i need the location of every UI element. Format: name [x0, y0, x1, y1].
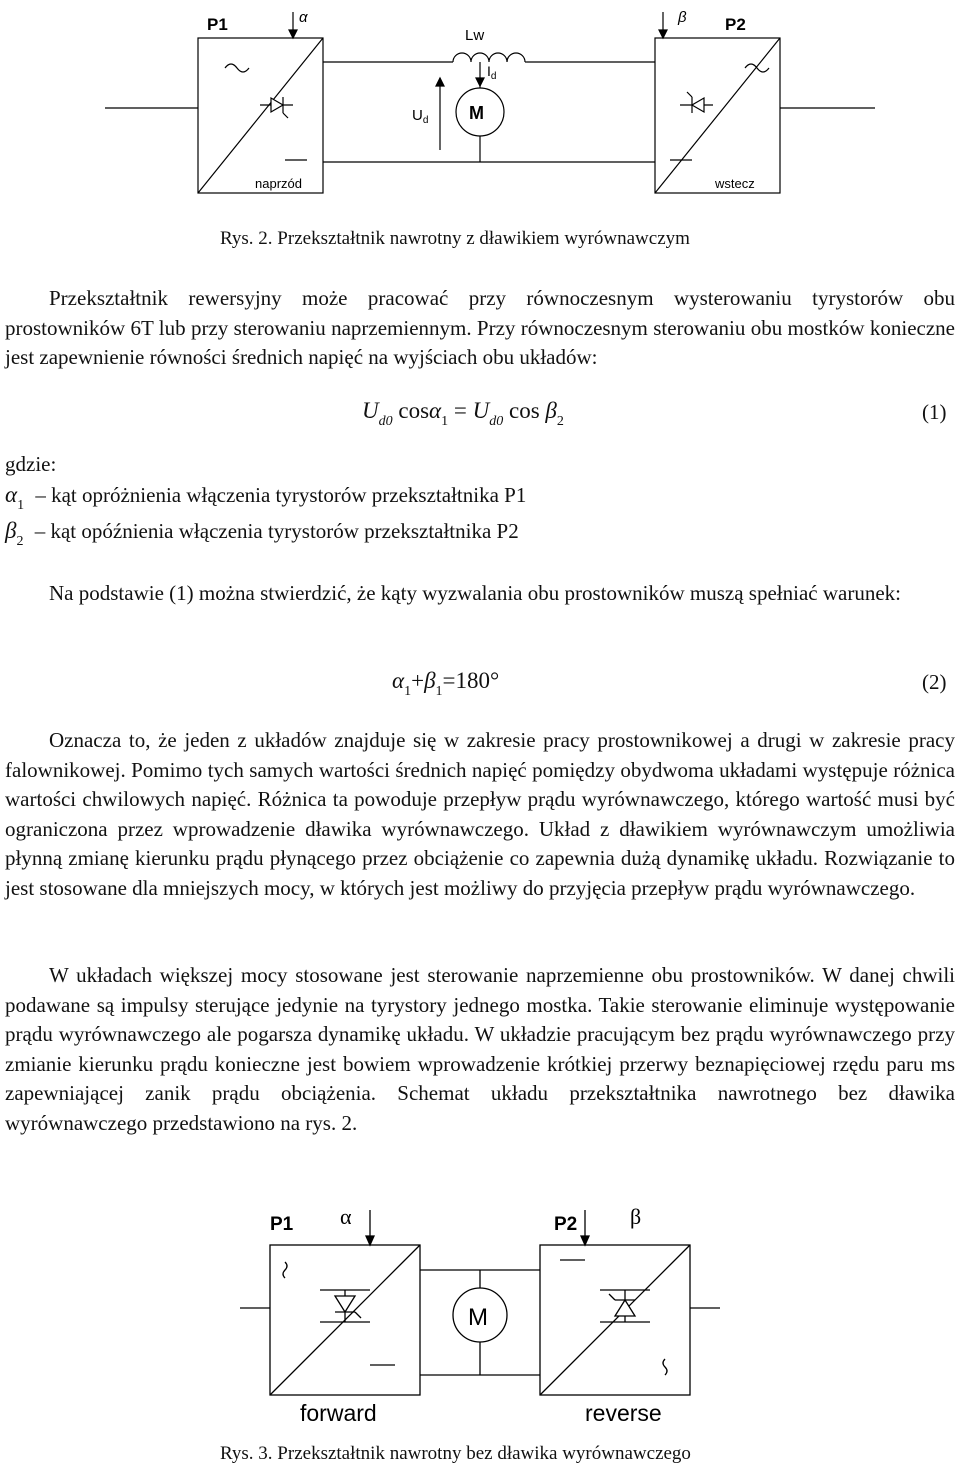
p2-label: P2 [554, 1214, 578, 1235]
motor-label: M [469, 103, 484, 123]
current-label: $I_d$ [487, 63, 497, 82]
definition-beta: $\beta_2$ – kąt opóźnienia włączenia tyrystorów przekształtnika P2 [5, 518, 519, 549]
voltage-label: $U_d$ [412, 107, 429, 126]
figure-converter-without-reactor [240, 1190, 720, 1425]
equation-1-number: (1) [922, 400, 947, 424]
beta-label: β [678, 9, 687, 26]
inductor-label: Lw [465, 27, 485, 44]
motor-label: M [468, 1304, 488, 1331]
paragraph-intro: Przekształtnik rewersyjny może pracować przy równoczesnym wysterowaniu tyrystorów obu prostowników 6T lub przy sterowaniu naprzemiennym. Przy równoczesnym sterowaniu obu mostków konieczne jest zapewnienie równości średnich napięć na wyjściach obu układów: [5, 286, 955, 369]
reverse-label: wstecz [715, 176, 755, 191]
figure-converter-with-reactor [95, 0, 885, 200]
equation-1: $U_{d0}$ $\cos\alpha_1 = U_{d0}$ $\cos \beta_2$ [362, 398, 564, 429]
equation-2-number: (2) [922, 670, 947, 694]
p2-label: P2 [725, 15, 746, 34]
where-label: gdzie: [5, 452, 57, 476]
p1-label: P1 [270, 1214, 294, 1235]
paragraph-explanation: Oznacza to, że jeden z układów znajduje się w zakresie pracy prostownikowej a drugi w zakresie pracy falownikowej. Pomimo tych samych wartości średnich napięć pomiędzy obydwoma układami występuje różnica wartości chwilowych napięć. Różnica ta powoduje przepływ prądu wyrównawczego, którego wartość musi być ograniczona przez wprowadzenie dławika wyrównawczego. Układ z dławikiem wyrównawczym umożliwia płynną zmianę kierunku prądu płynącego przez obciążenie co zapewnia dużą dynamikę układu. Rozwiązanie to jest stosowane dla mniejszych mocy, w których jest możliwy do przyjęcia przepływ prądu wyrównawczego. [5, 728, 955, 900]
paragraph-alternating-control: W układach większej mocy stosowane jest sterowanie naprzemienne obu prostowników. W danej chwili podawane są impulsy sterujące jedynie na tyrystory jednego mostka. Takie sterowanie eliminuje występowanie prądu wyrównawczego ale pogarsza dynamikę układu. W układzie pracującym bez prądu wyrównawczego przy zmianie kierunku prądu konieczne jest bowiem wprowadzenie krótkiej przerwy beznapięciowej rzędu paru ms zapewniającej zanik prądu obciążenia. Schemat układu przekształtnika nawrotnego bez dławika wyrównawczego przedstawiono na rys. 2. [5, 963, 955, 1135]
reverse-label: reverse [585, 1400, 662, 1425]
p1-label: P1 [207, 15, 228, 34]
definition-alpha: $\alpha_1$ – kąt opróżnienia włączenia tyrystorów przekształtnika P1 [5, 482, 527, 513]
figure2-caption: Rys. 3. Przekształtnik nawrotny bez dławika wyrównawczego [220, 1443, 691, 1464]
alpha-label: α [340, 1204, 352, 1229]
beta-label: β [630, 1204, 642, 1229]
paragraph-condition: Na podstawie (1) można stwierdzić, że kąty wyzwalania obu prostowników muszą spełniać warunek: [49, 581, 901, 605]
forward-label: naprzód [255, 176, 302, 191]
forward-label: forward [300, 1400, 377, 1425]
equation-2: $\alpha_1+\beta_1=180^\circ$ [392, 668, 500, 699]
figure1-caption: Rys. 2. Przekształtnik nawrotny z dławikiem wyrównawczym [220, 228, 690, 249]
alpha-label: α [299, 9, 308, 26]
